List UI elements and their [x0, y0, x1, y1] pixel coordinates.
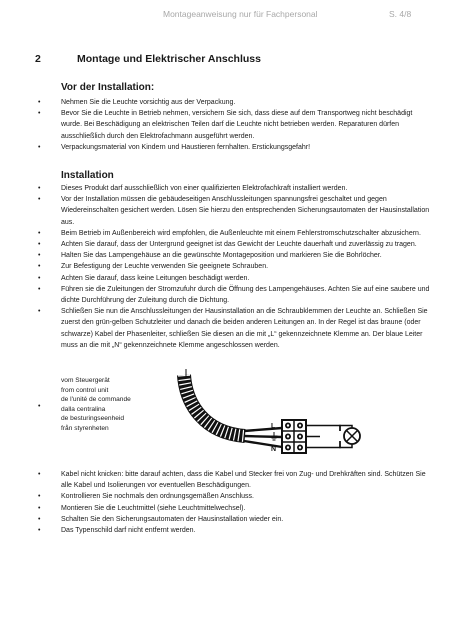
- lamp-icon: [340, 426, 360, 448]
- section-heading: [35, 53, 261, 65]
- label-en: from control unit: [61, 386, 109, 394]
- list-item: • Schließen Sie nun die Anschlussleitungen der Hausinstallation an die Schraubklemmen der Leuchte an. Schließen Sie zuerst den grün-gelben Schutzleiter und danach die beiden anderen Leitungen an. In der Regel ist das braune (oder schwarze) Kabel der Phasenleiter, schließen Sie diesen an die mit „L“ gekennzeichnete Klemme an. Der blaue Leiter muss an die mit „N“ gekennzeichnete Klemme angeschlossen werden.: [38, 308, 428, 349]
- ground-icon: [271, 432, 278, 440]
- list-item: • Führen sie die Zuleitungen der Stromzufuhr durch die Öffnung des Lampengehäuses. Achten Sie auf eine saubere und dichte Durchführung der Zuleitung durch die Dichtung.: [38, 285, 430, 305]
- after-installation-list: [0, 469, 455, 536]
- section-number: 2: [35, 53, 41, 65]
- list-item: • Verpackungsmaterial von Kindern und Haustieren fernhalten. Erstickungsgefahr!: [38, 143, 311, 151]
- installation-heading: Installation: [61, 170, 114, 181]
- terminal-label-n: N: [271, 446, 277, 453]
- label-sv: från styrenheten: [61, 424, 109, 432]
- list-item: • Kontrollieren Sie nochmals den ordnungsgemäßen Anschluss.: [38, 493, 255, 501]
- cable: [184, 369, 245, 436]
- list-item: • Schalten Sie den Sicherungsautomaten der Hausinstallation wieder ein.: [38, 515, 284, 523]
- terminal-label-l: L: [271, 423, 276, 430]
- label-fr: de l'unité de commande: [61, 396, 131, 404]
- before-installation-heading: Vor der Installation:: [61, 82, 155, 93]
- lamp-circuit: [306, 426, 340, 448]
- before-installation-list: [0, 97, 455, 153]
- list-item: • Kabel nicht knicken: bitte darauf achten, dass die Kabel und Stecker frei von Zug- und Drehkräften sind. Schützen Sie alle Kabel und Isolierungen vor eventuellen Beschädigungen.: [38, 471, 426, 490]
- list-item: • Beim Betrieb im Außenbereich wird empfohlen, die Außenleuchte mit einem Fehlerstromschutzschalter abzusichern.: [38, 229, 421, 237]
- header-title: Montageanweisung nur für Fachpersonal: [163, 9, 318, 19]
- list-item: • Dieses Produkt darf ausschließlich von einer qualifizierten Elektrofachkraft installiert werden.: [38, 185, 348, 192]
- list-item: • Zur Befestigung der Leuchte verwenden Sie geeignete Schrauben.: [38, 263, 269, 271]
- installation-list: [0, 183, 455, 351]
- list-item: • Achten Sie darauf, dass keine Leitungen beschädigt werden.: [38, 274, 250, 282]
- page-header: [0, 9, 455, 21]
- page-number: S. 4/8: [389, 9, 412, 19]
- list-item: • Das Typenschild darf nicht entfernt werden.: [38, 527, 196, 535]
- list-item: • Nehmen Sie die Leuchte vorsichtig aus der Verpackung.: [38, 99, 236, 106]
- list-item: • Montieren Sie die Leuchtmittel (siehe Leuchtmittelwechsel).: [38, 504, 246, 512]
- section-title: Montage und Elektrischer Anschluss: [77, 53, 261, 65]
- terminal-block: [282, 420, 306, 453]
- wiring-drawing: [0, 365, 455, 465]
- list-item: • Halten Sie das Lampengehäuse an die gewünschte Montageposition und markieren Sie die Bohrlöcher.: [38, 252, 382, 260]
- list-item: • Bevor Sie die Leuchte in Betrieb nehmen, versichern Sie sich, dass diese auf dem Transportweg nicht beschädigt wurde. Bei Beschädigung an elektrischen Teilen darf die Leuchte nicht betrieben werden. Reparaturen dürfen ausschließlich durch den Elektrofachmann ausgeführt werden.: [38, 110, 413, 140]
- label-it: dalla centralina: [61, 405, 106, 413]
- list-item: • Achten Sie darauf, dass der Untergrund geeignet ist das Gewicht der Leuchte dauerhaft und zuverlässig zu tragen.: [38, 241, 417, 249]
- label-de: vom Steuergerät: [61, 377, 110, 384]
- list-item: • Vor der Installation müssen die gebäudeseitigen Anschlussleitungen spannungsfrei geschaltet und gegen Wiedereinschalten gesichert werden. Lösen Sie hierzu den entsprechenden Sicherungsautomaten der Hausinstallation aus.: [38, 196, 430, 226]
- wiring-diagram: • vom Steuergerät from control unit de l'unité de commande dalla centralina de besturingseenheid från styrenheten L N: [0, 365, 455, 465]
- label-nl: de besturingseenheid: [61, 415, 125, 423]
